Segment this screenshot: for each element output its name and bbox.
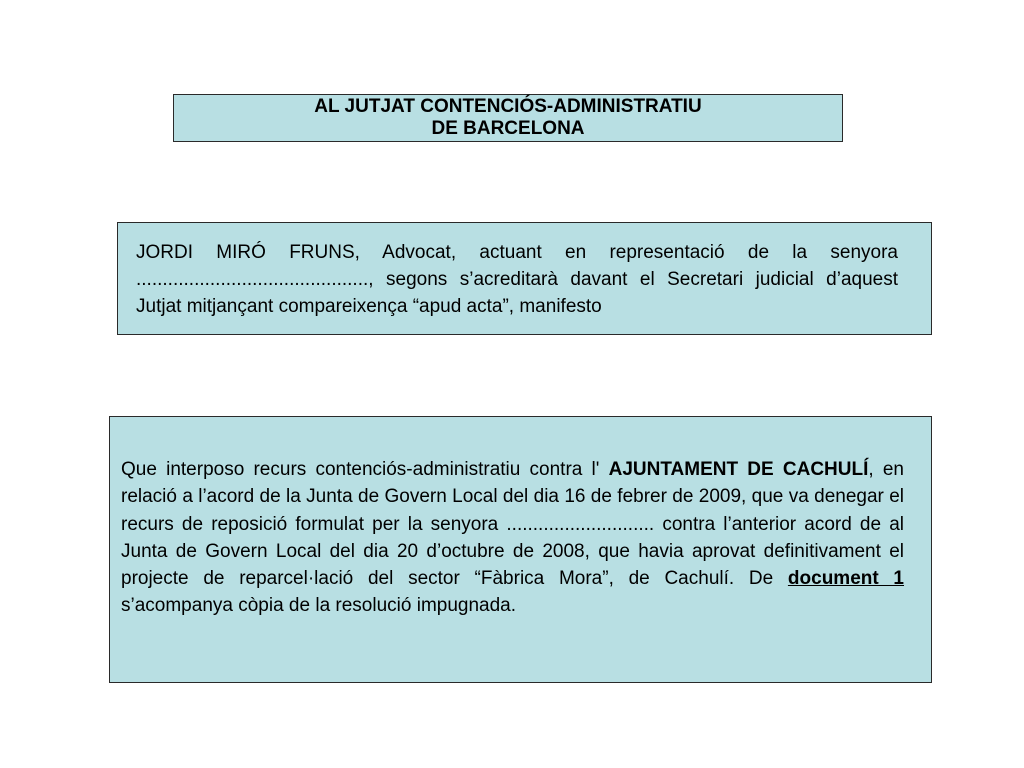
claim-text-part1: Que interposo recurs contenciós-administratiu contra l' xyxy=(121,459,609,480)
claim-text-part2: , en relació a l’acord de la Junta de Govern Local del dia 16 de febrer de 2009, que va denegar el recurs de reposició formulat per la senyora ............................ contra l’anterior acord de al Junta de Govern Local del dia 20 d’octubre de 2008, que havia aprovat definitivament el projecte de reparcel·lació del sector “Fàbrica Mora”, de Cachulí. De xyxy=(121,459,904,590)
claim-box xyxy=(109,416,932,683)
defendant-name: AJUNTAMENT DE CACHULÍ xyxy=(608,459,869,480)
document-reference: document 1 xyxy=(787,568,905,590)
court-heading-line1: AL JUTJAT CONTENCIÓS-ADMINISTRATIU xyxy=(314,96,702,117)
court-heading-box xyxy=(173,94,843,142)
attorney-intro-text: JORDI MIRÓ FRUNS, Advocat, actuant en representació de la senyora ............................................, segons s’acreditarà davant el Secretari judicial d’aquest Jutjat mitjançant compareixença “apud acta”, manifesto xyxy=(136,242,898,317)
court-heading-line2: DE BARCELONA xyxy=(431,118,585,139)
attorney-intro-box xyxy=(117,222,932,335)
claim-text-part3: s’acompanya còpia de la resolució impugnada. xyxy=(121,595,517,617)
